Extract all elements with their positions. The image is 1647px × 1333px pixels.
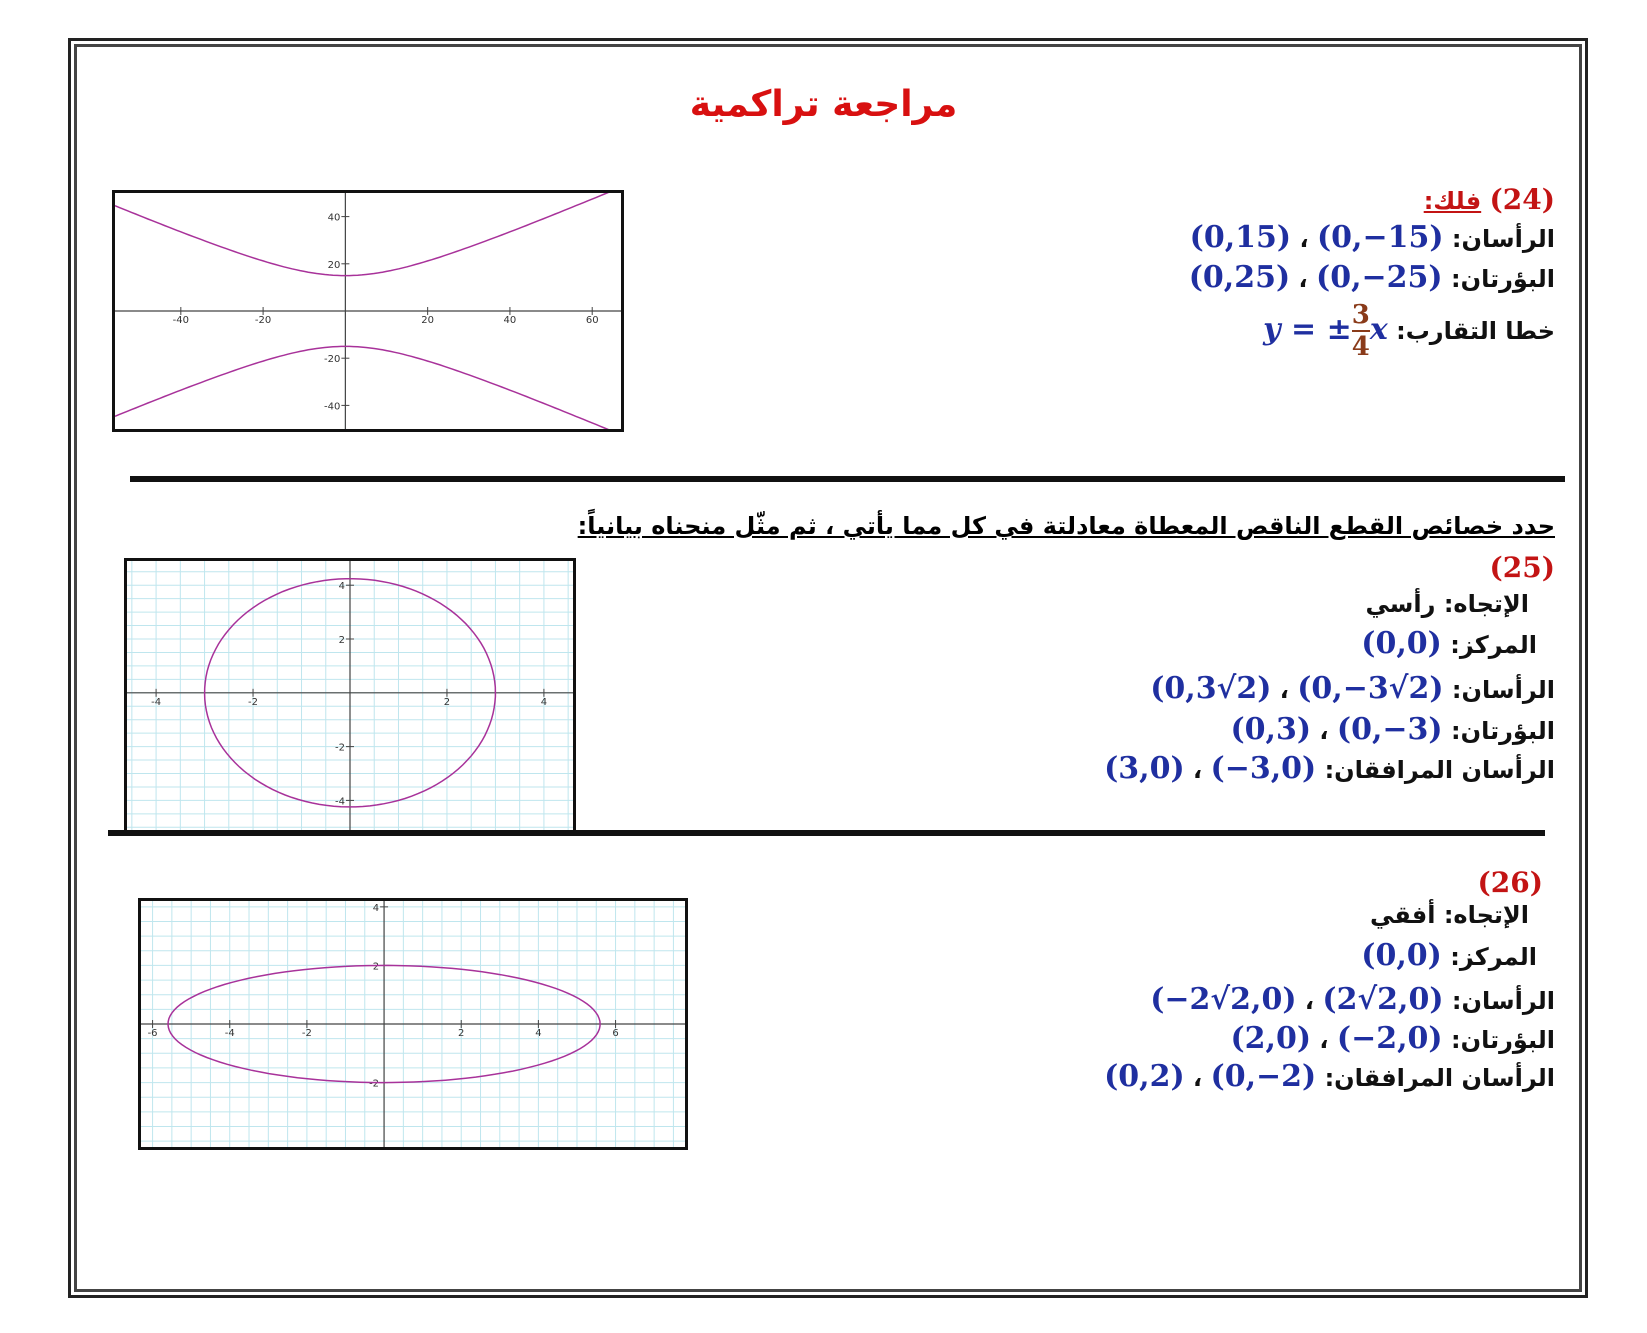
q26-number: (26) [1477,866,1543,899]
y-tick-label: -40 [324,401,341,413]
x-tick-label: -20 [254,315,272,326]
q25-vertices: الرأسان: (0,−3√2) ، (0,3√2) [1150,671,1555,706]
y-tick-label: -2 [335,742,345,754]
curve [115,193,617,276]
q25-foci: البؤرتان: (0,−3) ، (0,3) [1230,712,1555,747]
q25-center: المركز: (0,0) [1361,626,1537,661]
q26-vertices: الرأسان: (2√2,0) ، (−2√2,0) [1150,982,1555,1017]
y-tick-label: 4 [372,902,380,914]
x-tick-label: -40 [172,315,189,326]
q26-direction: الإتجاه: أفقي [1369,901,1529,929]
x-tick-label: 6 [612,1028,619,1039]
x-tick-label: 2 [443,696,451,708]
y-tick-label: -4 [335,796,345,808]
ellipse-horizontal-plot [141,901,685,1147]
q24-foci-label: البؤرتان: [1450,265,1555,293]
q25-number: (25) [1489,551,1555,584]
curve [115,346,617,429]
q26-heading [1478,866,1543,899]
x-tick-label: 2 [458,1028,465,1039]
q24-asymptotes [1263,302,1555,360]
q24-number: (24) [1489,183,1555,216]
q24-vertices-label: الرأسان: [1451,225,1555,253]
y-tick-label: 4 [338,581,345,593]
y-tick-label: -2 [369,1078,380,1090]
q24-vertices: الرأسان: (0,−15) ، (0,15) [1189,220,1555,255]
q24-label: فلك: [1423,187,1482,215]
q24-vertex-2: (0,−15) [1316,220,1444,255]
fraction: $\frac{3}{4}$ [1351,300,1370,362]
x-tick-label: -2 [248,696,259,708]
y-tick-label: -20 [324,354,341,366]
x-tick-label: -4 [224,1028,235,1039]
q24-foci: البؤرتان: (0,−25) ، (0,25) [1188,260,1555,295]
ellipse-vertical-graph [124,558,576,830]
q25-covertices: الرأسان المرافقان: (−3,0) ، (3,0) [1104,751,1555,786]
q26-covertices: الرأسان المرافقان: (0,−2) ، (0,2) [1104,1059,1555,1094]
q26-foci: البؤرتان: (−2,0) ، (2,0) [1230,1021,1555,1056]
q24-focus-1: (0,25) [1188,260,1291,295]
q24-focus-2: (0,−25) [1316,260,1443,295]
x-tick-label: -6 [147,1028,158,1039]
q26-center: المركز: (0,0) [1361,938,1537,973]
hyperbola-graph [112,190,624,432]
x-tick-label: -4 [151,696,162,708]
q24-vertex-1: (0,15) [1189,220,1292,255]
y-tick-label: 20 [327,259,341,271]
q24-asymptotes-label: خطا التقارب: [1396,317,1555,345]
asymptote-equation: y = ± $\frac{3}{4}$ x [1263,300,1388,362]
x-tick-label: 4 [535,1028,542,1039]
q25-heading [1490,551,1555,584]
instruction: حدد خصائص القطع الناقص المعطاة معادلتة في كل مما يأتي ، ثم مثّل منحناه بيانياً: [577,512,1555,540]
x-tick-label: 40 [503,315,517,326]
page-title: مراجعة تراكمية [689,84,958,125]
y-tick-label: 40 [327,212,341,224]
x-tick-label: 20 [421,315,435,326]
q24-heading [1424,183,1555,216]
divider-1 [130,476,1565,482]
y-tick-label: 2 [338,635,345,647]
ellipse-horizontal-graph [138,898,688,1150]
hyperbola-plot [115,193,621,429]
divider-2 [108,830,1545,836]
x-tick-label: -2 [301,1028,312,1039]
x-tick-label: 4 [540,696,548,708]
x-tick-label: 60 [585,315,599,326]
y-tick-label: 2 [372,961,380,973]
ellipse-vertical-plot [127,561,573,830]
q25-direction: الإتجاه: رأسي [1365,590,1529,618]
